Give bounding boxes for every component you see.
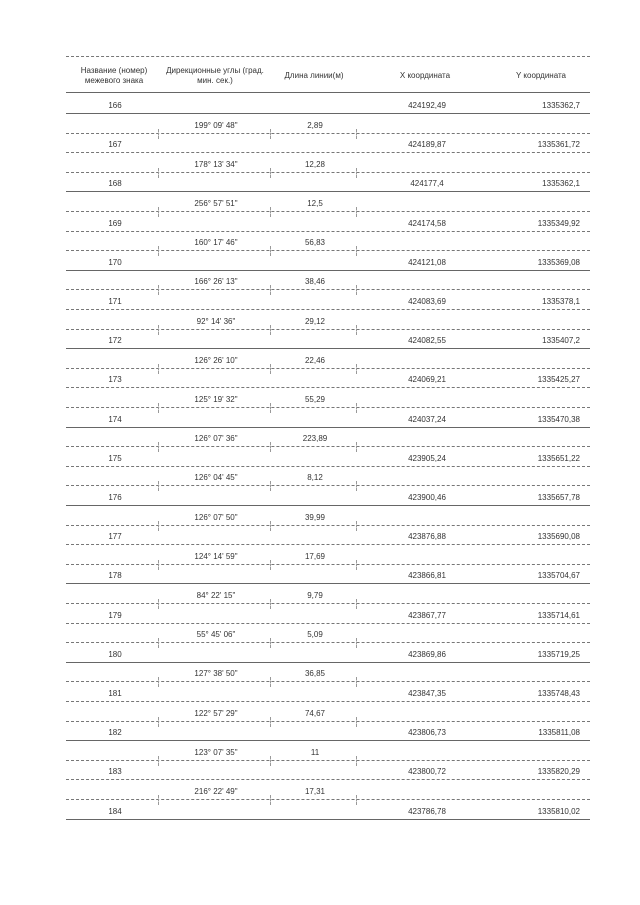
column-tick <box>270 403 271 413</box>
row-rule <box>66 485 590 486</box>
row-rule <box>66 740 590 741</box>
point-name: 174 <box>108 415 122 424</box>
column-tick <box>158 677 159 687</box>
row-rule <box>66 211 590 212</box>
point-y: 1335690,08 <box>537 532 580 541</box>
row-rule <box>66 191 590 192</box>
point-y: 1335719,25 <box>537 650 580 659</box>
point-name: 175 <box>108 454 122 463</box>
point-name: 172 <box>108 336 122 345</box>
row-rule <box>66 446 590 447</box>
segment-angle: 126° 07' 50" <box>194 513 238 522</box>
point-y: 1335425,27 <box>537 375 580 384</box>
column-tick <box>270 756 271 766</box>
point-y: 1335369,08 <box>537 258 580 267</box>
point-x: 424069,21 <box>408 375 446 384</box>
point-y: 1335362,1 <box>542 179 580 188</box>
segment-length: 223,89 <box>302 434 328 443</box>
row-rule <box>66 231 590 232</box>
segment-angle: 216° 22' 49" <box>194 787 238 796</box>
segment-angle: 123° 07' 35" <box>194 748 238 757</box>
column-tick <box>356 168 357 178</box>
point-y: 1335407,2 <box>542 336 580 345</box>
segment-length: 5,09 <box>307 630 323 639</box>
column-tick <box>158 285 159 295</box>
row-rule <box>66 779 590 780</box>
column-tick <box>270 717 271 727</box>
column-tick <box>356 795 357 805</box>
point-name: 176 <box>108 493 122 502</box>
column-tick <box>356 246 357 256</box>
column-tick <box>270 364 271 374</box>
point-name: 177 <box>108 532 122 541</box>
point-x: 423786,78 <box>408 807 446 816</box>
point-x: 424037,24 <box>408 415 446 424</box>
column-tick <box>356 325 357 335</box>
row-rule <box>66 309 590 310</box>
segment-length: 38,46 <box>304 277 326 286</box>
row-rule <box>66 348 590 349</box>
header-angle: Дирекционные углы (град. мин. сек.) <box>166 66 264 85</box>
row-rule <box>66 603 590 604</box>
row-rule <box>66 466 590 467</box>
row-rule <box>66 133 590 134</box>
segment-length: 74,67 <box>304 709 326 718</box>
point-y: 1335810,02 <box>537 807 580 816</box>
column-tick <box>356 560 357 570</box>
column-tick <box>356 481 357 491</box>
column-tick <box>356 677 357 687</box>
point-x: 423806,73 <box>408 728 446 737</box>
header-name: Название (номер) межевого знака <box>80 66 148 85</box>
segment-angle: 126° 26' 10" <box>194 356 238 365</box>
column-tick <box>158 129 159 139</box>
point-name: 170 <box>108 258 122 267</box>
segment-length: 11 <box>310 748 320 757</box>
column-tick <box>158 364 159 374</box>
segment-angle: 178° 13' 34" <box>194 160 238 169</box>
column-tick <box>356 717 357 727</box>
point-y: 1335651,22 <box>537 454 580 463</box>
column-tick <box>356 521 357 531</box>
point-y: 1335470,38 <box>537 415 580 424</box>
point-x: 423900,46 <box>408 493 446 502</box>
segment-length: 29,12 <box>304 317 326 326</box>
point-name: 184 <box>108 807 122 816</box>
column-tick <box>270 560 271 570</box>
row-rule <box>66 329 590 330</box>
header-y: Y координата <box>515 71 567 80</box>
point-y: 1335714,61 <box>537 611 580 620</box>
column-tick <box>158 795 159 805</box>
row-rule <box>66 701 590 702</box>
row-rule <box>66 152 590 153</box>
column-tick <box>356 285 357 295</box>
point-name: 171 <box>108 297 122 306</box>
segment-length: 12,5 <box>307 199 323 208</box>
segment-angle: 122° 57' 29" <box>194 709 238 718</box>
row-rule <box>66 623 590 624</box>
point-x: 423867,77 <box>408 611 446 620</box>
point-y: 1335748,43 <box>537 689 580 698</box>
point-x: 423876,88 <box>408 532 446 541</box>
column-tick <box>270 246 271 256</box>
column-tick <box>270 168 271 178</box>
row-rule <box>66 583 590 584</box>
segment-length: 17,31 <box>304 787 326 796</box>
segment-angle: 166° 26' 13" <box>194 277 238 286</box>
segment-length: 56,83 <box>304 238 326 247</box>
point-x: 423847,35 <box>408 689 446 698</box>
column-tick <box>270 638 271 648</box>
column-tick <box>158 756 159 766</box>
column-tick <box>356 129 357 139</box>
row-rule <box>66 642 590 643</box>
row-rule <box>66 662 590 663</box>
point-y: 1335378,1 <box>542 297 580 306</box>
segment-length: 8,12 <box>307 473 323 482</box>
segment-length: 39,99 <box>304 513 326 522</box>
column-tick <box>356 403 357 413</box>
column-tick <box>158 325 159 335</box>
point-y: 1335811,08 <box>538 728 580 737</box>
row-rule <box>66 525 590 526</box>
segment-angle: 160° 17' 46" <box>194 238 238 247</box>
column-tick <box>270 599 271 609</box>
point-name: 183 <box>108 767 122 776</box>
point-y: 1335349,92 <box>537 219 580 228</box>
point-y: 1335361,72 <box>537 140 580 149</box>
column-tick <box>270 795 271 805</box>
column-tick <box>158 168 159 178</box>
point-name: 167 <box>108 140 122 149</box>
segment-angle: 125° 19' 32" <box>194 395 238 404</box>
point-x: 424177,4 <box>410 179 444 188</box>
column-tick <box>158 207 159 217</box>
column-tick <box>158 246 159 256</box>
point-name: 168 <box>108 179 122 188</box>
point-name: 169 <box>108 219 122 228</box>
segment-length: 36,85 <box>304 669 326 678</box>
column-tick <box>356 638 357 648</box>
point-x: 424121,08 <box>408 258 446 267</box>
point-y: 1335820,29 <box>537 767 580 776</box>
segment-length: 12,28 <box>304 160 326 169</box>
point-x: 423869,86 <box>408 650 446 659</box>
header-rule <box>66 92 590 93</box>
column-tick <box>158 599 159 609</box>
header-length: Длина линии(м) <box>284 71 344 80</box>
row-rule <box>66 172 590 173</box>
row-rule <box>66 564 590 565</box>
row-rule <box>66 113 590 114</box>
table-top-rule <box>66 56 590 57</box>
segment-angle: 126° 04' 45" <box>194 473 238 482</box>
segment-angle: 55° 45' 06" <box>196 630 236 639</box>
point-y: 1335704,67 <box>537 571 580 580</box>
point-name: 180 <box>108 650 122 659</box>
point-x: 424192,49 <box>408 101 446 110</box>
segment-length: 2,89 <box>307 121 323 130</box>
header-x: X координата <box>399 71 451 80</box>
column-tick <box>158 481 159 491</box>
row-rule <box>66 544 590 545</box>
segment-angle: 199° 09' 48" <box>194 121 238 130</box>
point-x: 424082,55 <box>408 336 446 345</box>
segment-angle: 124° 14' 59" <box>194 552 238 561</box>
segment-angle: 126° 07' 36" <box>194 434 238 443</box>
column-tick <box>270 129 271 139</box>
row-rule <box>66 368 590 369</box>
column-tick <box>270 677 271 687</box>
point-name: 173 <box>108 375 122 384</box>
column-tick <box>356 207 357 217</box>
row-rule <box>66 387 590 388</box>
point-x: 423800,72 <box>408 767 446 776</box>
column-tick <box>158 638 159 648</box>
column-tick <box>356 756 357 766</box>
column-tick <box>356 442 357 452</box>
column-tick <box>270 481 271 491</box>
point-name: 181 <box>108 689 122 698</box>
row-rule <box>66 250 590 251</box>
row-rule <box>66 760 590 761</box>
row-rule <box>66 721 590 722</box>
row-rule <box>66 681 590 682</box>
point-x: 424189,87 <box>408 140 446 149</box>
column-tick <box>270 442 271 452</box>
column-tick <box>270 325 271 335</box>
column-tick <box>270 521 271 531</box>
point-y: 1335657,78 <box>537 493 580 502</box>
row-rule <box>66 289 590 290</box>
row-rule <box>66 799 590 800</box>
row-rule <box>66 505 590 506</box>
point-name: 179 <box>108 611 122 620</box>
segment-angle: 256° 57' 51" <box>194 199 238 208</box>
segment-angle: 92° 14' 36" <box>196 317 236 326</box>
segment-length: 55,29 <box>304 395 326 404</box>
column-tick <box>356 599 357 609</box>
point-y: 1335362,7 <box>542 101 580 110</box>
point-name: 182 <box>108 728 122 737</box>
segment-angle: 84° 22' 15" <box>196 591 236 600</box>
point-x: 424083,69 <box>408 297 446 306</box>
segment-angle: 127° 38' 50" <box>194 669 238 678</box>
column-tick <box>158 521 159 531</box>
row-rule <box>66 407 590 408</box>
point-x: 423866,81 <box>408 571 446 580</box>
point-x: 423905,24 <box>408 454 446 463</box>
column-tick <box>356 364 357 374</box>
point-name: 166 <box>108 101 122 110</box>
segment-length: 17,69 <box>304 552 326 561</box>
point-name: 178 <box>108 571 122 580</box>
row-rule <box>66 270 590 271</box>
row-rule <box>66 819 590 820</box>
column-tick <box>158 442 159 452</box>
segment-length: 22,46 <box>304 356 326 365</box>
column-tick <box>270 207 271 217</box>
column-tick <box>270 285 271 295</box>
row-rule <box>66 427 590 428</box>
column-tick <box>158 717 159 727</box>
segment-length: 9,79 <box>307 591 323 600</box>
point-x: 424174,58 <box>408 219 446 228</box>
column-tick <box>158 560 159 570</box>
column-tick <box>158 403 159 413</box>
